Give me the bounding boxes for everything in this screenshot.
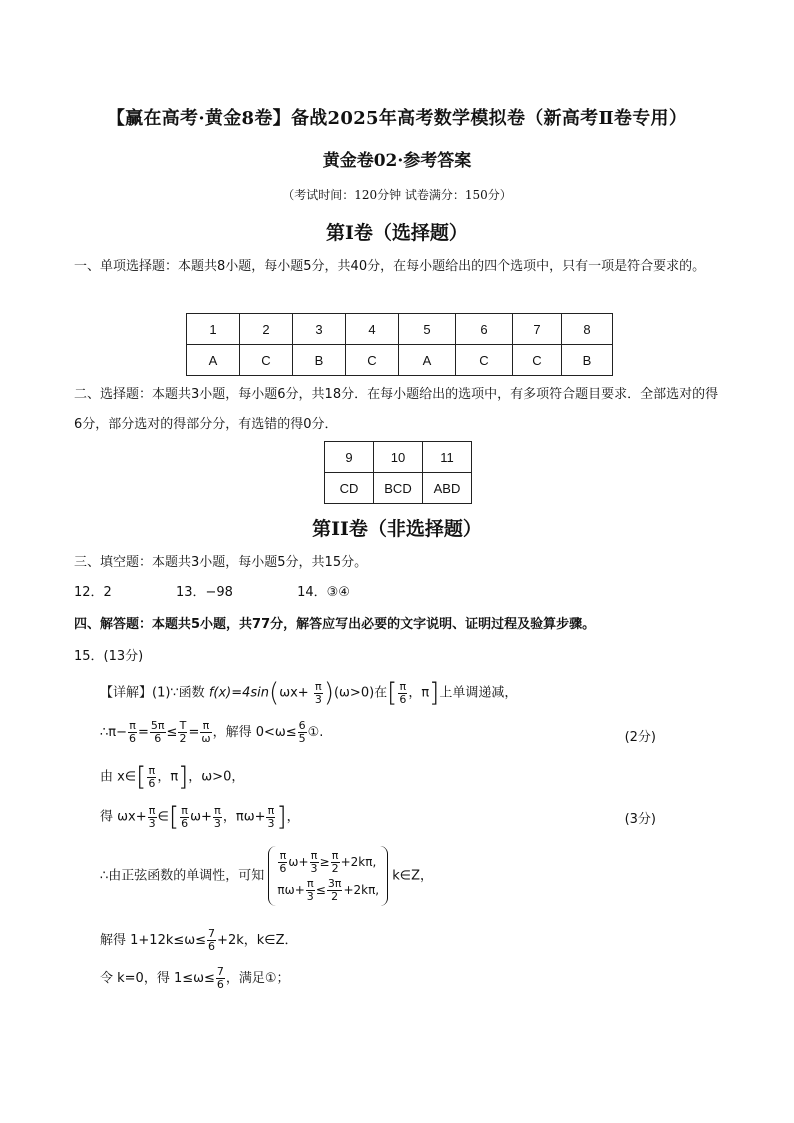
solution-text: ≤ — [166, 725, 178, 740]
table-cell: BCD — [374, 473, 423, 504]
table-cell: C — [346, 345, 399, 376]
solution-text: 上单调递减， — [439, 685, 518, 701]
solution-text: ，解得 0<ω≤ — [212, 725, 297, 740]
solution-text: ①. — [307, 725, 324, 740]
fraction: $\frac{\pi}{3}$ — [148, 803, 156, 830]
fill-answer-14: 14．③④ — [297, 585, 350, 600]
solution-text: ，ω>0， — [188, 769, 245, 785]
fraction: $\frac{\pi}{6}$ — [399, 679, 407, 706]
table-row — [187, 345, 613, 376]
solution-line-6 — [100, 928, 298, 953]
section2-instructions: 二、选择题：本题共3小题，每小题6分，共18分．在每小题给出的选项中，有多项符合题目要求．全部选对的得6分，部分选对的得部分分，有选错的得0分． — [74, 387, 719, 432]
solution-text: 解得 1+12k≤ω≤ — [100, 933, 207, 948]
table-row — [325, 473, 472, 504]
table-cell: 8 — [562, 314, 613, 345]
score-mark-3: (3分) — [624, 812, 656, 827]
table-row — [187, 314, 613, 345]
section4-instructions: 四、解答题：本题共5小题，共77分，解答应写出必要的文字说明、证明过程及验算步骤。 — [74, 617, 596, 632]
inequality-row: $\frac{\pi}{6}$ ω+ $\frac{\pi}{3}$ ≥ $\frac{\pi}{2}$ +2kπ, — [279, 849, 377, 875]
solution-text: (ω>0)在 — [333, 685, 388, 701]
solution-text: +2k，k∈Z． — [217, 933, 298, 948]
table-cell: B — [293, 345, 346, 376]
fill-in-answers — [74, 578, 724, 608]
solution-text: ∈ — [157, 809, 169, 825]
table-cell: 1 — [187, 314, 240, 345]
solution-line-7 — [100, 966, 290, 991]
solution-text: ，π — [157, 769, 179, 785]
inequality-system — [268, 846, 388, 906]
table-cell: 7 — [513, 314, 562, 345]
inequality-row: πω+ $\frac{\pi}{3}$ ≤ $\frac{3\pi}{2}$ +2kπ, — [277, 877, 380, 903]
fraction: $\frac{5\pi}{6}$ — [150, 719, 165, 745]
exam-info: （考试时间：120分钟 试卷满分：150分） — [282, 188, 512, 202]
solution-text: 令 k=0，得 1≤ω≤ — [100, 971, 215, 986]
fraction: $\frac{\pi}{6}$ — [181, 803, 189, 830]
solution-line-4: 得 ωx+ $\frac{\pi}{3}$ ∈[ $\frac{\pi}{6}$ ω+ $\frac{\pi}{3}$ ，πω+ $\frac{\pi}{3}$ ]， — [100, 802, 300, 832]
solution-text: ∴π− — [100, 725, 127, 740]
fraction: $\frac{\pi}{3}$ — [314, 679, 322, 706]
fill-answer-12: 12．2 — [74, 585, 112, 600]
score-mark-2: (2分) — [624, 730, 656, 745]
table-cell: CD — [325, 473, 374, 504]
solution-line-1: 【详解】(1)∵函数 f(x)=4sin(ωx+ $\frac{\pi}{3}$ )(ω>0)在[ $\frac{\pi}{6}$ ，π]上单调递减， — [100, 678, 518, 708]
solution-text: ，满足①； — [225, 971, 290, 986]
fraction: $\frac{\pi}{\omega}$ — [201, 719, 211, 745]
table-cell: 10 — [374, 442, 423, 473]
solution-text: 得 ωx+ — [100, 809, 147, 825]
solution-text: ω+ — [190, 809, 212, 825]
solution-line-2 — [100, 720, 323, 745]
fraction: $\frac{\pi}{6}$ — [148, 763, 156, 790]
fraction: $\frac{7}{6}$ — [208, 927, 216, 953]
fill-answer-13: 13．−98 — [175, 585, 233, 600]
table-cell: B — [562, 345, 613, 376]
single-choice-answer-table — [186, 313, 613, 376]
document-title: 【赢在高考·黄金8卷】备战2025年高考数学模拟卷（新高考Ⅱ卷专用） — [106, 108, 688, 129]
solution-text: ∴由正弦函数的单调性，可知 — [100, 868, 265, 884]
fraction: $\frac{\pi}{6}$ — [129, 719, 136, 745]
fraction: $\frac{T}{2}$ — [179, 719, 187, 745]
solution-text: = — [188, 725, 200, 740]
section1-instructions: 一、单项选择题：本题共8小题，每小题5分，共40分，在每小题给出的四个选项中，只有一项是符合要求的。 — [74, 259, 706, 274]
table-cell: 9 — [325, 442, 374, 473]
fraction: $\frac{6}{5}$ — [298, 719, 306, 745]
table-cell: C — [513, 345, 562, 376]
answer-key-subtitle: 黄金卷02·参考答案 — [322, 151, 472, 171]
solution-text: ， — [286, 809, 300, 825]
solution-text: ，π — [408, 685, 430, 701]
table-cell: 6 — [456, 314, 513, 345]
table-cell: 4 — [346, 314, 399, 345]
solution-line-5 — [100, 846, 433, 906]
solution-text: 由 x∈ — [100, 769, 137, 785]
table-cell: 11 — [423, 442, 472, 473]
table-cell: A — [399, 345, 456, 376]
solution-line-3: 由 x∈[ $\frac{\pi}{6}$ ，π]，ω>0， — [100, 762, 245, 792]
fraction: $\frac{\pi}{3}$ — [213, 803, 221, 830]
solution-text: ωx+ — [279, 685, 309, 701]
table-cell: ABD — [423, 473, 472, 504]
part2-heading: 第II卷（非选择题） — [312, 518, 482, 540]
table-cell: A — [187, 345, 240, 376]
solution-text: ，πω+ — [222, 809, 266, 825]
table-cell: 3 — [293, 314, 346, 345]
part1-heading: 第I卷（选择题） — [326, 222, 468, 244]
table-cell: 5 — [399, 314, 456, 345]
table-cell: 2 — [240, 314, 293, 345]
table-cell: C — [456, 345, 513, 376]
table-row — [325, 442, 472, 473]
solution-text: 【详解】(1)∵函数 — [100, 685, 205, 701]
table-cell: C — [240, 345, 293, 376]
fraction: $\frac{7}{6}$ — [216, 965, 224, 991]
solution-text: = — [138, 725, 149, 740]
multi-choice-answer-table — [324, 441, 472, 504]
section3-instructions: 三、填空题：本题共3小题，每小题5分，共15分。 — [74, 555, 368, 570]
question-15-label: 15．(13分) — [74, 649, 144, 664]
solution-text: k∈Z， — [392, 868, 434, 884]
function-expression: f(x)=4sin — [208, 685, 270, 701]
fraction: $\frac{\pi}{3}$ — [267, 803, 275, 830]
